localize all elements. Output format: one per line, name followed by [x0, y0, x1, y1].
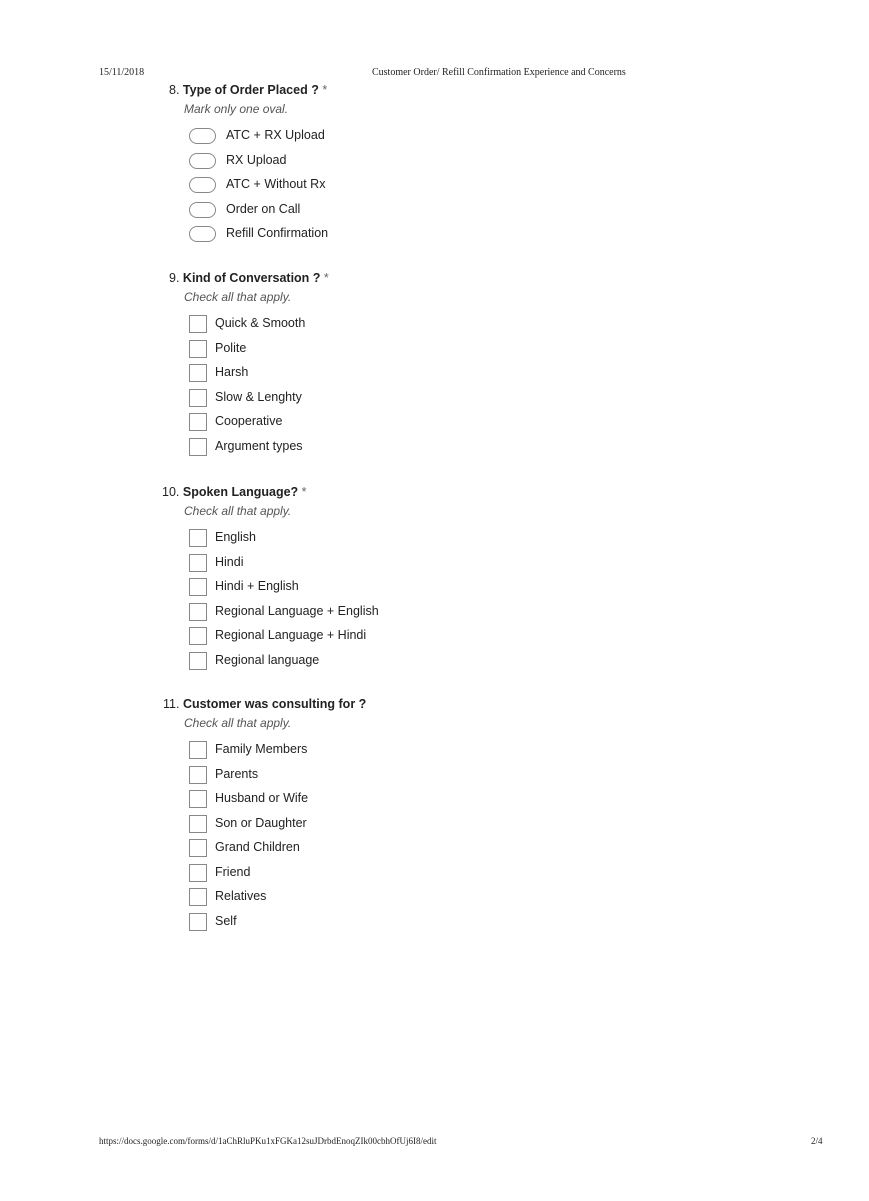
checkbox[interactable]	[189, 578, 207, 596]
option-label: Husband or Wife	[215, 791, 309, 805]
option-label: Cooperative	[215, 414, 283, 428]
checkbox[interactable]	[189, 652, 207, 670]
checkbox-option[interactable]	[0, 603, 400, 623]
question-number: 8.	[169, 83, 180, 97]
question-number: 11.	[163, 697, 180, 711]
checkbox-option[interactable]	[0, 413, 400, 433]
checkbox-option[interactable]	[0, 766, 400, 786]
checkbox[interactable]	[189, 888, 207, 906]
checkbox-option[interactable]	[0, 839, 400, 859]
option-label: ATC + Without Rx	[226, 177, 326, 191]
checkbox[interactable]	[189, 815, 207, 833]
question-number: 10.	[162, 485, 180, 499]
checkbox-option[interactable]	[0, 888, 400, 908]
checkbox-option[interactable]	[0, 627, 400, 647]
question-text: Kind of Conversation ?	[182, 271, 321, 285]
checkbox[interactable]	[189, 603, 207, 621]
option-label: Polite	[215, 340, 247, 355]
checkbox[interactable]	[189, 389, 207, 407]
checkbox[interactable]	[189, 864, 207, 882]
question-instruction: Check all that apply.	[184, 716, 292, 730]
question-title	[169, 271, 329, 285]
radio-oval[interactable]	[189, 128, 216, 144]
question-text: Type of Order Placed ?	[182, 83, 319, 97]
required-marker: *	[323, 271, 329, 285]
option-label: RX Upload	[226, 152, 287, 167]
print-date: 15/11/2018	[99, 67, 145, 78]
page-number: 2/4	[811, 1136, 823, 1146]
question-text: Customer was consulting for ?	[182, 697, 367, 711]
radio-oval[interactable]	[189, 153, 216, 169]
radio-oval[interactable]	[189, 177, 216, 193]
question-title	[162, 485, 307, 499]
option-label: English	[215, 530, 256, 544]
radio-oval[interactable]	[189, 226, 216, 242]
option-label: Parents	[215, 766, 259, 781]
checkbox[interactable]	[189, 340, 207, 358]
radio-oval[interactable]	[189, 202, 216, 218]
checkbox-option[interactable]	[0, 554, 400, 574]
option-label: Relatives	[215, 889, 267, 903]
option-label: Order on Call	[226, 201, 301, 216]
checkbox[interactable]	[189, 790, 207, 808]
checkbox-option[interactable]	[0, 389, 400, 409]
question-number: 9.	[169, 271, 180, 285]
option-label: Friend	[215, 864, 251, 879]
option-label: Grand Children	[215, 840, 300, 854]
question-instruction: Check all that apply.	[184, 290, 292, 304]
option-label: Quick & Smooth	[215, 316, 306, 330]
checkbox-option[interactable]	[0, 529, 400, 549]
radio-option[interactable]	[0, 176, 400, 196]
option-label: Hindi + English	[215, 579, 299, 593]
checkbox-option[interactable]	[0, 652, 400, 672]
option-label: Self	[215, 913, 237, 928]
radio-option[interactable]	[0, 201, 400, 221]
checkbox[interactable]	[189, 627, 207, 645]
option-label: Harsh	[215, 365, 249, 379]
checkbox-option[interactable]	[0, 578, 400, 598]
required-marker: *	[301, 485, 307, 499]
question-title	[169, 83, 327, 97]
checkbox-option[interactable]	[0, 364, 400, 384]
page-url: https://docs.google.com/forms/d/1aChRluPKu1xFGKa12suJDrbdEnoqZIk00cbhOfUj6I8/edit	[99, 1136, 437, 1146]
option-label: Regional language	[215, 652, 320, 667]
checkbox-option[interactable]	[0, 790, 400, 810]
question-instruction: Mark only one oval.	[184, 102, 289, 116]
checkbox[interactable]	[189, 839, 207, 857]
checkbox-option[interactable]	[0, 741, 400, 761]
radio-option[interactable]	[0, 152, 400, 172]
checkbox[interactable]	[189, 315, 207, 333]
checkbox-option[interactable]	[0, 815, 400, 835]
option-label: ATC + RX Upload	[226, 128, 325, 142]
radio-option[interactable]	[0, 225, 400, 245]
checkbox[interactable]	[189, 413, 207, 431]
checkbox-option[interactable]	[0, 438, 400, 458]
checkbox-option[interactable]	[0, 340, 400, 360]
question-instruction: Check all that apply.	[184, 504, 292, 518]
option-label: Hindi	[215, 554, 244, 569]
form-title: Customer Order/ Refill Confirmation Experience and Concerns	[372, 67, 626, 78]
checkbox-option[interactable]	[0, 864, 400, 884]
radio-option[interactable]	[0, 127, 400, 147]
checkbox[interactable]	[189, 913, 207, 931]
checkbox[interactable]	[189, 766, 207, 784]
checkbox-option[interactable]	[0, 315, 400, 335]
option-label: Regional Language + English	[215, 603, 379, 618]
option-label: Refill Confirmation	[226, 226, 329, 240]
option-label: Regional Language + Hindi	[215, 628, 367, 642]
checkbox[interactable]	[189, 554, 207, 572]
checkbox[interactable]	[189, 741, 207, 759]
option-label: Argument types	[215, 438, 303, 453]
checkbox[interactable]	[189, 529, 207, 547]
checkbox-option[interactable]	[0, 913, 400, 933]
option-label: Family Members	[215, 742, 308, 756]
required-marker: *	[322, 83, 328, 97]
checkbox[interactable]	[189, 364, 207, 382]
option-label: Slow & Lenghty	[215, 389, 302, 404]
option-label: Son or Daughter	[215, 815, 307, 830]
question-title	[163, 697, 366, 711]
checkbox[interactable]	[189, 438, 207, 456]
question-text: Spoken Language?	[182, 485, 299, 499]
